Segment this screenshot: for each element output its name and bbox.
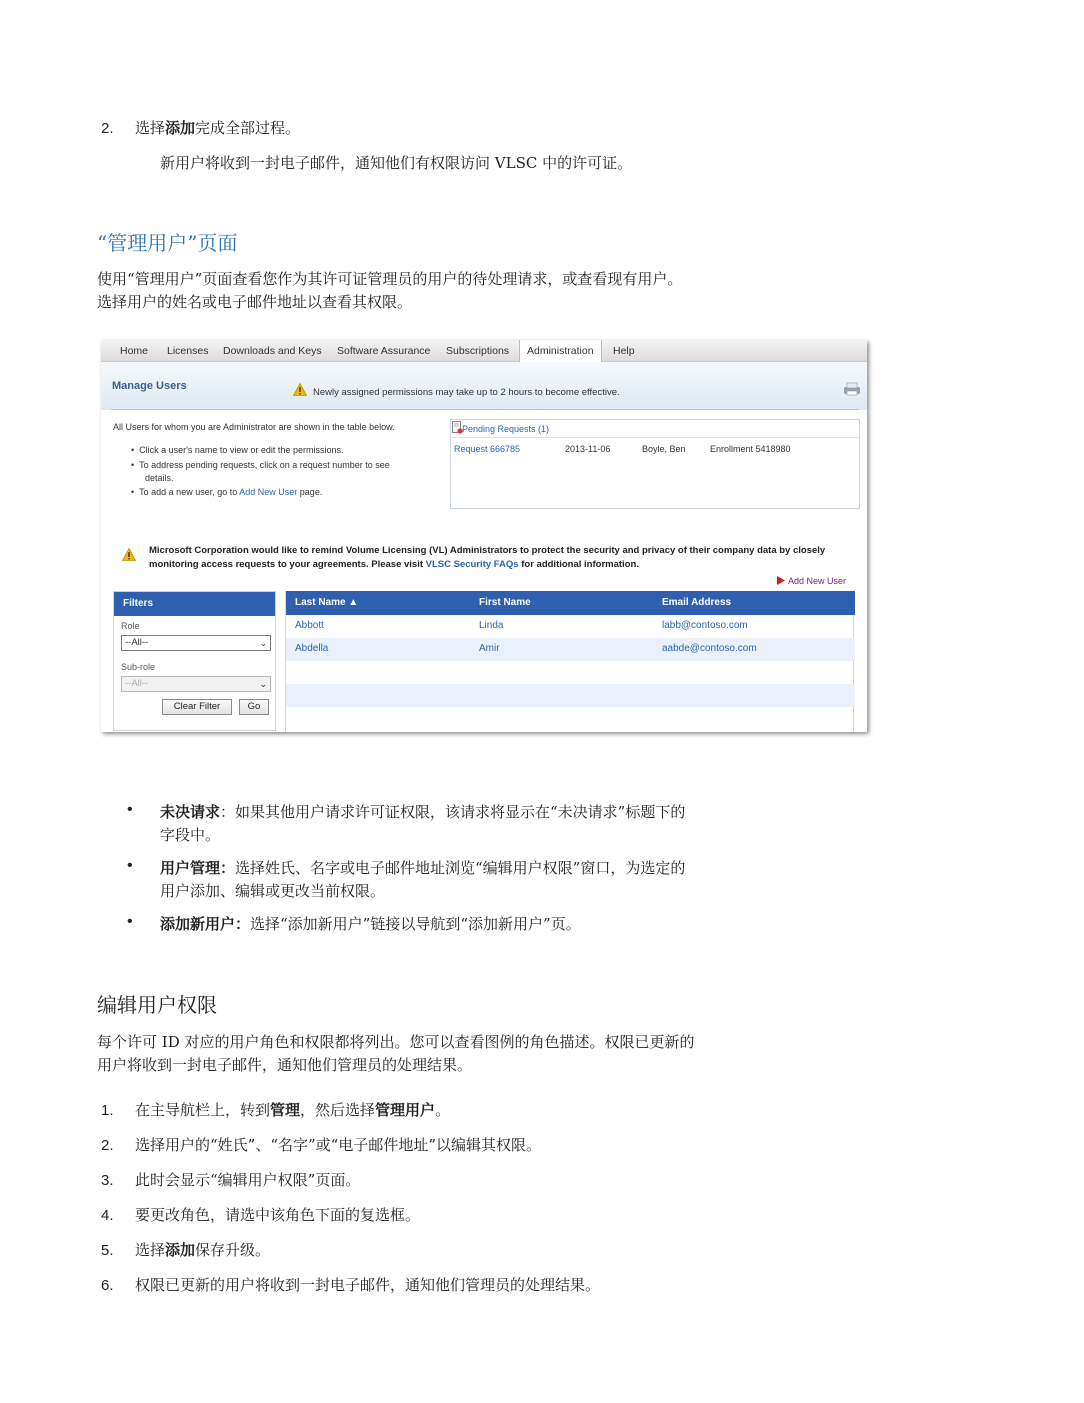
bullet-user-mgmt-line2: 用户添加、编辑或更改当前权限。 <box>160 882 386 900</box>
vlsc-security-faqs-link[interactable]: VLSC Security FAQs <box>425 559 519 570</box>
step-4: 4. 要更改角色，请选中该角色下面的复选框。 <box>101 1206 421 1224</box>
print-icon[interactable] <box>842 382 862 396</box>
table-row-empty <box>286 684 855 707</box>
section2-para-line2: 用户将收到一封电子邮件，通知他们管理员的处理结果。 <box>97 1056 473 1074</box>
step-5: 5. 选择添加保存升级。 <box>101 1241 271 1259</box>
bullet-add-user: 添加新用户：选择“添加新用户”链接以导航到“添加新用户”页。 <box>160 915 581 933</box>
section-title-edit-permissions: 编辑用户权限 <box>97 993 217 1017</box>
cell-email[interactable]: aabde@contoso.com <box>662 643 757 654</box>
tip-3: • To add a new user, go to Add New User page. <box>131 487 323 497</box>
section1-para-line2: 选择用户的姓名或电子邮件地址以查看其权限。 <box>97 293 413 311</box>
role-select[interactable]: --All-- ⌄ <box>121 635 271 651</box>
security-notice: Microsoft Corporation would like to remind Volume Licensing (VL) Administrators to protect the security and privacy of their company data by closely monitoring access requests to your agreements. Please visit VLSC Security FAQs for additional information. <box>149 545 826 570</box>
table-row-empty <box>286 661 855 684</box>
tip-2-cont: details. <box>145 473 174 483</box>
section1-para-line1: 使用“管理用户”页面查看您作为其许可证管理员的用户的待处理请求，或查看现有用户。 <box>97 270 683 288</box>
chevron-down-icon: ⌄ <box>259 679 267 689</box>
permissions-warning: Newly assigned permissions may take up to 2 hours to become effective. <box>313 387 620 398</box>
add-new-user-link[interactable]: Add New User <box>788 576 847 586</box>
cell-first-name[interactable]: Amir <box>479 643 500 654</box>
bullet-icon: • <box>127 857 133 874</box>
intro-step-2: 2. 选择添加完成全部过程。 <box>101 119 301 137</box>
bullet-icon: • <box>127 913 133 930</box>
nav-administration[interactable]: Administration <box>519 340 602 363</box>
col-last-name[interactable]: Last Name ▲ <box>295 597 359 608</box>
filters-title: Filters <box>114 592 275 616</box>
col-email[interactable]: Email Address <box>662 597 732 608</box>
role-label: Role <box>121 621 140 631</box>
section2-para-line1: 每个许可 ID 对应的用户角色和权限都将列出。您可以查看图例的角色描述。权限已更新的 <box>97 1033 695 1051</box>
page-header-band <box>101 362 867 410</box>
tip-1: • Click a user's name to view or edit the permissions. <box>131 445 344 455</box>
step-3: 3. 此时会显示“编辑用户权限”页面。 <box>101 1171 361 1189</box>
table-row <box>286 638 855 661</box>
request-enrollment: Enrollment 5418980 <box>710 444 791 454</box>
clear-filter-button[interactable]: Clear Filter <box>162 699 232 715</box>
chevron-down-icon: ⌄ <box>259 638 267 648</box>
warning-icon <box>293 383 307 396</box>
notice-warning-icon <box>122 548 136 561</box>
nav-software-assurance[interactable]: Software Assurance <box>337 345 431 357</box>
go-button[interactable]: Go <box>239 699 269 715</box>
cell-last-name[interactable]: Abbott <box>295 620 324 631</box>
table-header <box>286 591 855 615</box>
nav-downloads-and-keys[interactable]: Downloads and Keys <box>223 345 322 357</box>
request-date: 2013-11-06 <box>565 444 611 454</box>
filters-panel <box>113 591 276 731</box>
manage-users-screenshot <box>101 340 867 732</box>
section-title-manage-users: “管理用户”页面 <box>97 231 238 255</box>
step-2: 2. 选择用户的“姓氏”、“名字”或“电子邮件地址”以编辑其权限。 <box>101 1136 542 1154</box>
step-6: 6. 权限已更新的用户将收到一封电子邮件，通知他们管理员的处理结果。 <box>101 1276 601 1294</box>
arrow-right-icon <box>777 576 785 585</box>
cell-first-name[interactable]: Linda <box>479 620 504 631</box>
header-divider <box>111 409 859 410</box>
bullet-user-mgmt-line1: 用户管理：选择姓氏、名字或电子邮件地址浏览“编辑用户权限”窗口，为选定的 <box>160 859 686 877</box>
col-first-name[interactable]: First Name <box>479 597 531 608</box>
nav-home[interactable]: Home <box>120 345 149 357</box>
nav-help[interactable]: Help <box>613 345 635 357</box>
page-title: Manage Users <box>112 380 187 392</box>
nav-licenses[interactable]: Licenses <box>167 345 209 357</box>
bullet-pending-line1: 未决请求：如果其他用户请求许可证权限，该请求将显示在“未决请求”标题下的 <box>160 803 686 821</box>
request-name: Boyle, Ben <box>642 444 686 454</box>
users-intro: All Users for whom you are Administrator are shown in the table below. <box>113 422 395 432</box>
bullet-pending-line2: 字段中。 <box>160 826 221 844</box>
pending-requests-panel <box>450 419 860 509</box>
subrole-label: Sub-role <box>121 662 156 672</box>
nav-subscriptions[interactable]: Subscriptions <box>446 345 510 357</box>
cell-email[interactable]: labb@contoso.com <box>662 620 748 631</box>
top-nav-bar <box>101 340 867 362</box>
subrole-select[interactable]: --All-- ⌄ <box>121 676 271 692</box>
step-1: 1. 在主导航栏上，转到管理，然后选择管理用户。 <box>101 1101 451 1119</box>
intro-note: 新用户将收到一封电子邮件，通知他们有权限访问 VLSC 中的许可证。 <box>160 154 633 172</box>
tip-2: • To address pending requests, click on a request number to see <box>131 460 390 470</box>
bullet-icon: • <box>127 801 133 818</box>
users-table <box>285 591 854 732</box>
request-number-link[interactable]: Request 666785 <box>454 444 521 454</box>
table-row <box>286 615 855 638</box>
add-new-user-inline-link[interactable]: Add New User <box>239 487 298 497</box>
cell-last-name[interactable]: Abdella <box>295 643 329 654</box>
pending-requests-title: Pending Requests (1) <box>462 424 550 434</box>
